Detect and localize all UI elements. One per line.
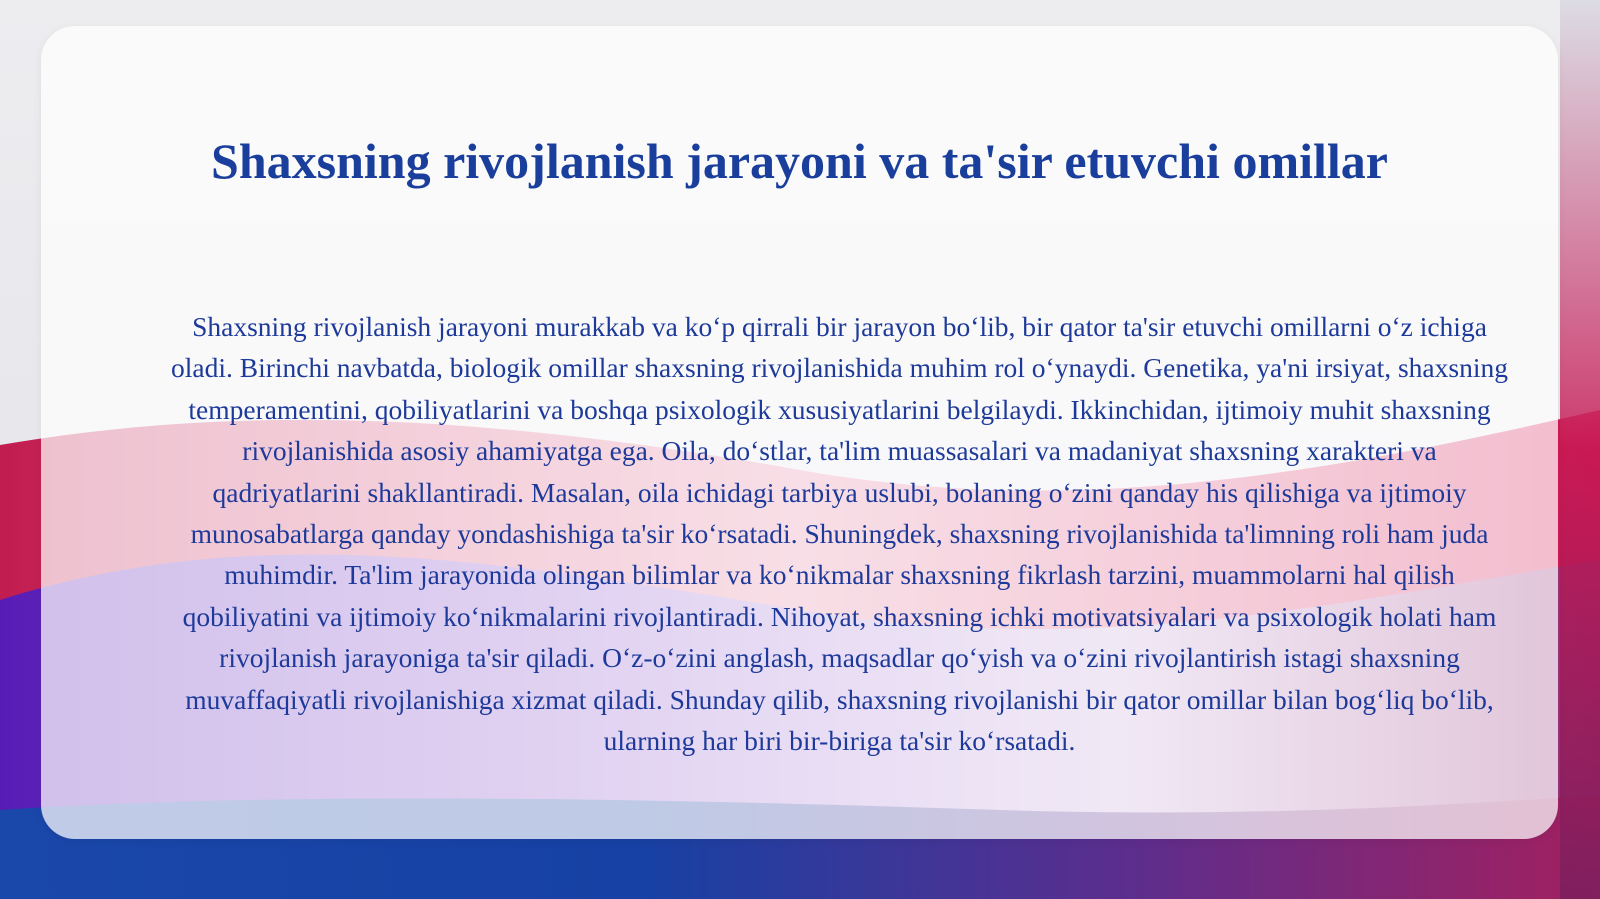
content-card bbox=[41, 26, 1558, 839]
slide-title: Shaxsning rivojlanish jarayoni va ta'sir etuvchi omillar bbox=[211, 133, 1388, 189]
slide-body-text: Shaxsning rivojlanish jarayoni murakkab va ko‘p qirrali bir jarayon bo‘lib, bir qator ta'sir etuvchi omillarni o‘z ichiga oladi. Birinchi navbatda, biologik omillar shaxsning rivojlanishida muhim rol o‘ynaydi. Genetika, ya'ni irsiyat, shaxsning temperamentini, qobiliyatlarini va boshqa psixologik xususiyatlarini belgilaydi. Ikkinchidan, ijtimoiy muhit shaxsning rivojlanishida asosiy ahamiyatga ega. Oila, do‘stlar, ta'lim muassasalari va madaniyat shaxsning xarakteri va qadriyatlarini shakllantiradi. Masalan, oila ichidagi tarbiya uslubi, bolaning o‘zini qanday his qilishiga va ijtimoiy munosabatlarga qanday yondashishiga ta'sir ko‘rsatadi. Shuningdek, shaxsning rivojlanishida ta'limning roli ham juda muhimdir. Ta'lim jarayonida olingan bilimlar va ko‘nikmalar shaxsning fikrlash tarzini, muammolarni hal qilish qobiliyatini va ijtimoiy ko‘nikmalarini rivojlantiradi. Nihoyat, shaxsning ichki motivatsiyalari va psixologik holati ham rivojlanish jarayoniga ta'sir qiladi. O‘z-o‘zini anglash, maqsadlar qo‘yish va o‘zini rivojlantirish istagi shaxsning muvaffaqiyatli rivojlanishiga xizmat qiladi. Shunday qilib, shaxsning rivojlanishi bir qator omillar bilan bog‘liq bo‘lib, ularning har biri bir-biriga ta'sir ko‘rsatadi. bbox=[171, 311, 1508, 757]
